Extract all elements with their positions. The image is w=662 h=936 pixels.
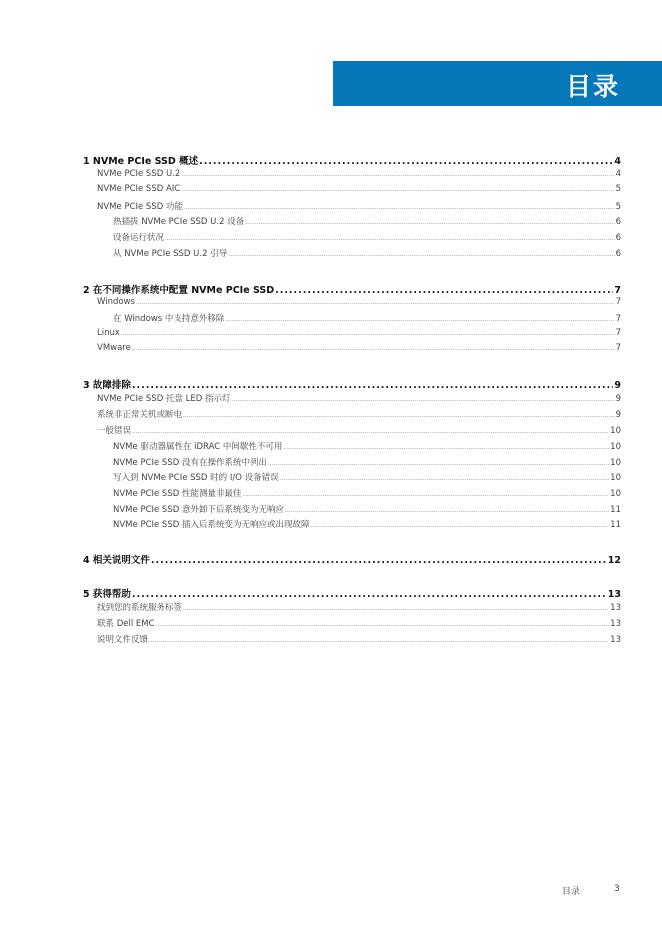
toc-title: 4 相关说明文件 [83,555,150,566]
toc-entry[interactable] [83,518,621,530]
toc-leader [183,605,609,612]
toc-chapter-3[interactable] [83,377,621,391]
toc-title: NVMe PCIe SSD 托盘 LED 指示灯 [97,394,231,404]
toc-page: 12 [607,555,621,566]
toc-entry[interactable] [83,633,621,645]
toc-leader [232,396,615,403]
toc-page: 6 [615,249,621,259]
toc-title: NVMe PCIe SSD 功能 [97,202,183,212]
toc-page: 10 [610,473,621,483]
toc-entry[interactable] [83,487,621,499]
toc-entry[interactable] [83,184,621,194]
toc-page: 7 [615,343,621,353]
toc-page: 6 [615,233,621,243]
toc-entry[interactable] [83,169,621,179]
toc-page: 10 [610,458,621,468]
toc-leader [132,345,615,352]
toc-page: 13 [610,635,621,645]
toc-title: 设备运行状况 [113,233,165,243]
toc-entry[interactable] [83,247,621,259]
toc-page: 7 [615,328,621,338]
toc-page: 10 [610,426,621,436]
toc-title: 1 NVMe PCIe SSD 概述 [83,156,199,167]
toc-title: 说明文件反馈 [97,635,149,645]
toc-leader [165,235,615,242]
toc-leader [242,491,609,498]
toc-title: 3 故障排除 [83,380,131,391]
toc-leader [121,330,615,337]
toc-leader [132,380,613,391]
toc-leader [181,171,614,178]
toc-leader [228,251,614,258]
toc-chapter-1[interactable] [83,153,621,167]
toc-entry[interactable] [83,297,621,307]
toc-entry[interactable] [83,328,621,338]
toc-page: 9 [614,380,621,391]
toc-page: 4 [615,169,621,179]
toc-leader [285,507,609,514]
toc-title: NVMe 驱动器属性在 iDRAC 中间歇性不可用 [113,442,283,452]
toc-title: NVMe PCIe SSD 插入后系统变为无响应或出现故障 [113,520,310,530]
toc-leader [275,285,613,296]
toc-leader [183,412,615,419]
toc-page: 7 [615,314,621,324]
toc-leader [283,444,609,451]
header-banner [333,61,662,106]
toc-page: 5 [615,184,621,194]
toc-leader [310,522,609,529]
toc-leader [132,428,609,435]
toc-title: VMware [97,343,131,353]
toc-title: 5 获得帮助 [83,589,131,600]
toc-leader [268,460,609,467]
toc-entry[interactable] [83,503,621,515]
toc-page: 13 [610,619,621,629]
toc-title: 系统非正常关机或断电 [97,410,183,420]
toc-entry[interactable] [83,424,621,436]
toc-page: 9 [615,394,621,404]
toc-leader [245,219,614,226]
toc-title: Linux [97,328,120,338]
toc-title: 在 Windows 中支持意外移除 [113,314,225,324]
toc-page: 13 [607,589,621,600]
toc-leader [181,186,614,193]
toc-entry[interactable] [83,617,621,629]
toc-page: 4 [614,156,621,167]
toc-title: 2 在不同操作系统中配置 NVMe PCIe SSD [83,285,275,296]
toc-entry[interactable] [83,343,621,353]
toc-entry[interactable] [83,440,621,452]
toc-leader [199,156,613,167]
toc-entry[interactable] [83,392,621,404]
toc-entry[interactable] [83,456,621,468]
toc-title: NVMe PCIe SSD AIC [97,184,181,194]
toc-title: NVMe PCIe SSD 意外卸下后系统变为无响应 [113,505,284,515]
toc-title: 联系 Dell EMC [97,619,155,629]
toc-leader [225,316,614,323]
toc-title: 找到您的系统服务标签 [97,603,183,613]
toc-entry[interactable] [83,231,621,243]
toc-chapter-2[interactable] [83,282,621,296]
toc-leader [132,589,607,600]
toc-title: Windows [97,297,135,307]
footer-page-number: 3 [614,884,620,894]
toc-entry[interactable] [83,312,621,324]
toc-entry[interactable] [83,601,621,613]
toc-entry[interactable] [83,471,621,483]
toc-page: 7 [615,297,621,307]
toc-page: 9 [615,410,621,420]
toc-page: 10 [610,489,621,499]
toc-title: 一般错误 [97,426,132,436]
toc-entry[interactable] [83,215,621,227]
toc-entry[interactable] [83,200,621,212]
footer-section-label: 目录 [562,887,581,897]
toc-page: 6 [615,217,621,227]
toc-leader [136,299,615,306]
toc-leader [151,555,607,566]
toc-title: NVMe PCIe SSD 没有在操作系统中列出 [113,458,267,468]
toc-title: 热插拔 NVMe PCIe SSD U.2 设备 [113,217,245,227]
toc-page: 5 [615,202,621,212]
toc-page: 11 [610,505,621,515]
toc-page: 7 [614,285,621,296]
toc-leader [280,475,610,482]
toc-leader [156,621,610,628]
toc-chapter-5[interactable] [83,586,621,600]
toc-leader [149,637,609,644]
toc-page: 13 [610,603,621,613]
toc-title: NVMe PCIe SSD 性能测量非最佳 [113,489,242,499]
toc-page: 11 [610,520,621,530]
toc-page: 10 [610,442,621,452]
toc-title: 从 NVMe PCIe SSD U.2 引导 [113,249,228,259]
toc-leader [184,204,615,211]
toc-title: NVMe PCIe SSD U.2 [97,169,181,179]
toc-title: 写入到 NVMe PCIe SSD 时的 I/O 设备错误 [113,473,279,483]
toc-chapter-4[interactable] [83,552,621,566]
toc-entry[interactable] [83,408,621,420]
page-title: 目录 [565,72,620,101]
